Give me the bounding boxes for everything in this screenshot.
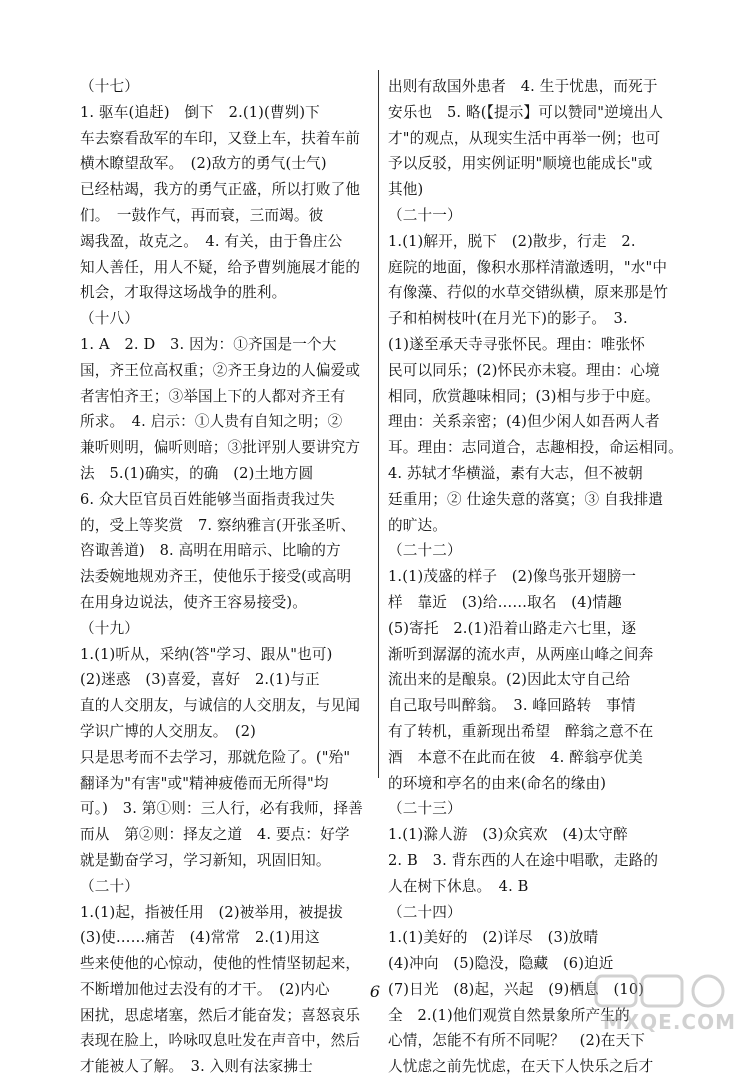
text-line: 1.(1)美好的 (2)详尽 (3)放晴: [388, 929, 599, 947]
text-line: 全 2.(1)他们观赏自然景象所产生的: [388, 1006, 630, 1024]
section-heading: （二十二）: [388, 542, 462, 560]
text-line: 的旷达。: [388, 516, 447, 534]
text-line: 机会，才取得这场战争的胜利。: [80, 284, 287, 302]
text-line: 车去察看敌军的车印，又登上车，扶着车前: [80, 129, 361, 147]
text-line: 困扰，思虑堵塞，然后才能奋发；喜怒哀乐: [80, 1006, 361, 1024]
text-line: 兼听则明，偏听则暗；③批评别人要讲究方: [80, 439, 361, 457]
text-line: 者害怕齐王；③举国上下的人都对齐王有: [80, 387, 346, 405]
text-line: 1.(1)滁人游 (3)众宾欢 (4)太守醉: [388, 826, 628, 844]
section-heading: （十九）: [80, 619, 139, 637]
section-heading: （二十一）: [388, 206, 462, 224]
section-heading: （二十）: [80, 877, 139, 895]
text-line: 才"的观点，从现实生活中再举一例；也可: [388, 129, 661, 147]
text-line: 有像藻、荇似的水草交错纵横，原来那是竹: [388, 284, 669, 302]
text-line: (4)冲向 (5)隐没，隐藏 (6)迫近: [388, 955, 614, 973]
text-line: 1.(1)起，指被任用 (2)被举用，被提拔: [80, 903, 343, 921]
column-divider: [378, 70, 379, 778]
text-line: 人忧虑之前先忧虑，在天下人快乐之后才: [388, 1058, 654, 1076]
text-line: 1.(1)解开，脱下 (2)散步，行走 2.: [388, 232, 636, 250]
text-line: 横木瞭望敌军。 (2)敌方的勇气(士气): [80, 155, 327, 173]
text-line: 学识广博的人交朋友。 (2): [80, 722, 257, 740]
text-line: 国，齐王位高权重；②齐王身边的人偏爱或: [80, 361, 361, 379]
left-column: [80, 74, 380, 1080]
text-line: 4. 苏轼才华横溢，素有大志，但不被朝: [388, 464, 643, 482]
section-heading: （二十三）: [388, 800, 462, 818]
text-line: 们。 一鼓作气，再而衰，三而竭。彼: [80, 206, 324, 224]
section-heading: （二十四）: [388, 903, 462, 921]
watermark-text: MXQE.COM: [602, 1010, 736, 1034]
text-line: 只是思考而不去学习，那就危险了。("殆": [80, 748, 351, 766]
text-line: 予以反驳，用实例证明"顺境也能成长"或: [388, 155, 653, 173]
section-heading: （十七）: [80, 78, 139, 95]
text-line: 心情，怎能不有所不同呢？ (2)在天下: [388, 1032, 646, 1050]
text-line: 人在树下休息。 4. B: [388, 877, 529, 895]
text-line: 相同，欣赏趣味相同；(3)相与步于中庭。: [388, 387, 660, 405]
text-line: (7)日光 (8)起，兴起 (9)栖息 (10): [388, 980, 645, 998]
right-column: [388, 74, 688, 1080]
text-line: 就是勤奋学习，学习新知，巩固旧知。: [80, 851, 331, 869]
text-line: 渐听到潺潺的流水声，从两座山峰之间奔: [388, 645, 654, 663]
text-line: 酒 本意不在此而在彼 4. 醉翁亭优美: [388, 748, 643, 766]
text-line: 而从 第②则：择友之道 4. 要点：好学: [80, 826, 350, 844]
text-line: 竭我盈，故克之。 4. 有关，由于鲁庄公: [80, 232, 343, 250]
text-line: 知人善任，用人不疑，给予曹刿施展才能的: [80, 258, 361, 276]
text-line: 有了转机，重新现出希望 醉翁之意不在: [388, 722, 654, 740]
text-line: 流出来的是酿泉。(2)因此太守自己给: [388, 671, 631, 689]
text-line: (5)寄托 2.(1)沿着山路走六七里，逐: [388, 619, 637, 637]
text-line: 些来使他的心惊动，使他的性情坚韧起来，: [80, 955, 361, 973]
text-line: 1. A 2. D 3. 因为：①齐国是一个大: [80, 335, 337, 353]
text-line: 所求。 4. 启示：①人贵有自知之明；②: [80, 413, 343, 431]
text-line: 咨诹善道) 8. 高明在用暗示、比喻的方: [80, 542, 341, 560]
watermark-logo: [586, 970, 736, 1034]
text-line: 1.(1)听从，采纳(答"学习、跟从"也可): [80, 645, 333, 663]
text-line: 1. 驱车(追赶) 倒下 2.(1)(曹刿)下: [80, 103, 320, 121]
text-line: 已经枯竭，我方的勇气正盛，所以打败了他: [80, 181, 361, 199]
section-heading: （十八）: [80, 310, 139, 328]
text-line: 可。) 3. 第①则：三人行，必有我师，择善: [80, 800, 363, 818]
text-line: 直的人交朋友，与诚信的人交朋友，与见闻: [80, 697, 361, 715]
text-line: 法委婉地规劝齐王，使他乐于接受(或高明: [80, 568, 352, 586]
text-line: 样 靠近 (3)给……取名 (4)情趣: [388, 593, 622, 611]
text-line: 1.(1)茂盛的样子 (2)像鸟张开翅膀一: [388, 568, 637, 586]
text-line: 耳。理由：志同道合，志趣相投，命运相同。: [388, 439, 683, 457]
text-line: 法 5.(1)确实，的确 (2)土地方圆: [80, 464, 314, 482]
text-line: (2)迷惑 (3)喜爱，喜好 2.(1)与正: [80, 671, 320, 689]
text-line: 2. B 3. 背东西的人在途中唱歌，走路的: [388, 851, 659, 869]
text-line: 翻译为"有害"或"精神疲倦而无所得"均: [80, 774, 329, 792]
text-line: 才能被人了解。 3. 入则有法家拂士: [80, 1058, 313, 1076]
text-line: 庭院的地面，像积水那样清澈透明，"水"中: [388, 258, 668, 276]
text-line: 廷重用；② 仕途失意的落寞；③ 自我排遣: [388, 490, 663, 508]
text-line: 的环境和亭名的由来(命名的缘由): [388, 774, 607, 792]
text-line: 出则有敌国外患者 4. 生于忧患，而死于: [388, 78, 658, 95]
text-line: 安乐也 5. 略(【提示】可以赞同"逆境出人: [388, 103, 664, 121]
text-line: 自己取号叫醉翁。 3. 峰回路转 事情: [388, 697, 636, 715]
text-line: 的，受上等奖赏 7. 察纳雅言(开张圣听、: [80, 516, 356, 534]
text-line: (1)遂至承天寺寻张怀民。理由：唯张怀: [388, 335, 646, 353]
text-line: 其他): [388, 181, 424, 199]
text-line: 在用身边说法，使齐王容易接受)。: [80, 593, 308, 611]
text-line: 6. 众大臣官员百姓能够当面指责我过失: [80, 490, 335, 508]
text-line: 民可以同乐；(2)怀民亦未寝。理由：心境: [388, 361, 660, 379]
text-line: 不断增加他过去没有的才干。 (2)内心: [80, 980, 330, 998]
text-line: 表现在脸上，吟咏叹息吐发在声音中，然后: [80, 1032, 361, 1050]
page-number: 6: [369, 982, 381, 1001]
text-line: 理由：关系亲密；(4)但少闲人如吾两人者: [388, 413, 660, 431]
text-line: 子和柏树枝叶(在月光下)的影子。 3.: [388, 310, 628, 328]
text-line: (3)使……痛苦 (4)常常 2.(1)用这: [80, 929, 320, 947]
